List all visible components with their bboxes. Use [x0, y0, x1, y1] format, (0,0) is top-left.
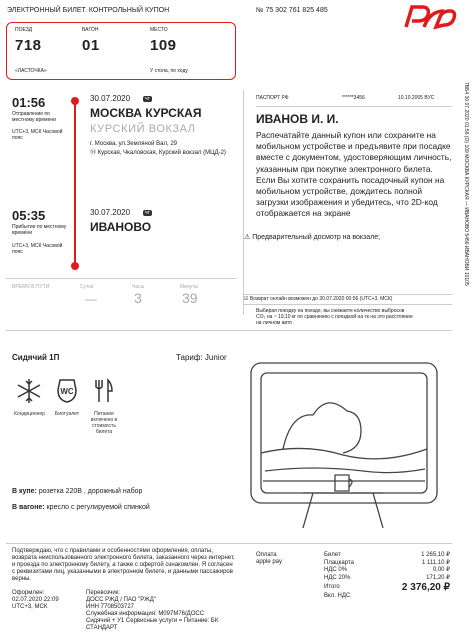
car-amenities-label: В вагоне:: [12, 504, 45, 511]
seat-note: У стола, по ходу: [150, 68, 188, 74]
eco-line-1: Выбирая поездку на поезде, вы снижаете количество выбросов: [256, 308, 405, 314]
issued-label: Оформлен:: [12, 590, 45, 596]
warning-icon: ⚠: [244, 234, 253, 241]
print-instructions: Распечатайте данный купон или сохраните на мобильном устройстве и предъявите при посадке вместе с документом, удостоверяющим личность, указанным при покупке электронного билета. Если Вы хотите сохранить посадочный купон на мобильном устройстве, дождитесь полной загрузки изображения и убедитесь, что 2D-код отображается на экране: [256, 130, 452, 219]
amenity-ac: [14, 376, 54, 417]
payment-label: Оплата: [256, 552, 277, 558]
price-value: 1 111,10 ₽: [422, 559, 450, 566]
train-value: 718: [15, 37, 42, 54]
eco-info: [256, 308, 452, 326]
price-value: 1 265,10 ₽: [421, 552, 450, 558]
divider: [6, 543, 452, 544]
refund-info: [244, 296, 392, 302]
ticket-title: ЭЛЕКТРОННЫЙ БИЛЕТ. КОНТРОЛЬНЫЙ КУПОН: [7, 7, 170, 14]
consent-text: Подтверждаю, что с правилами и особенностями оформления, оплаты, возврата неиспользованного электронного билета, заказанного через интернет, и проезда по электронному билету, а также с офертой ознакомлен. Я согласен с реквизитами лиц, указанными в электронном билете, и данными пассажиров верны.: [12, 548, 235, 582]
compartment-label: В купе:: [12, 488, 37, 495]
amenity-label: Кондиционер: [14, 411, 45, 417]
arrival-date: 30.07.2020: [90, 208, 131, 217]
refund-text: Возврат онлайн возможен до 30.07.2020 00:56 (UTC+3, МСК): [249, 296, 393, 302]
service-info-value: M097M76/ДОСС: [158, 611, 205, 617]
price-row: [324, 575, 450, 583]
train-label: ПОЕЗД: [15, 27, 33, 33]
car-amenities: [12, 504, 150, 512]
car-label: ВАГОН: [82, 27, 99, 33]
cutlery-icon: [88, 376, 118, 406]
travel-days-label: Сутки: [80, 284, 94, 290]
window-illustration: [243, 353, 445, 528]
eco-line-2: CO₂ на ~ 19,10 кг по сравнению с поездкой на тк на это расстояние: [256, 314, 413, 320]
amenity-label: Биотуалет: [54, 411, 80, 417]
car-value: 01: [82, 37, 100, 54]
car-type: Сидячий 1П: [12, 353, 60, 362]
pre-inspection-text: Предварительный досмотр на вокзале;: [252, 234, 381, 241]
seat-value: 109: [150, 37, 177, 54]
travel-hours-label: Часы: [132, 284, 145, 290]
travel-days-value: —: [85, 292, 97, 306]
car-amenities-value: кресло с регулируемой спинкой: [46, 504, 150, 511]
divider: [244, 304, 452, 305]
issued-value: 02.07.2020 22:09: [12, 597, 59, 603]
travel-minutes-value: 39: [182, 290, 198, 306]
service-info-label: Служебная информация:: [86, 611, 157, 617]
amenity-label: Питание включено в стоимость билета: [90, 411, 118, 435]
arrival-day: чт: [145, 210, 150, 216]
price-row: [324, 560, 450, 568]
side-vertical-text: 7ВБ4 30.07.2020 01:56 (О) 109 МОСКВА КУРСКАЯ — ИВАНОВО 5456 ИВАНОВИ 10105: [463, 82, 469, 286]
birth-date: 10.10.2005 ВУС: [398, 95, 435, 101]
travel-time-label: ВРЕМЯ В ПУТИ: [12, 284, 50, 290]
price-row: [324, 552, 450, 560]
seat-label: МЕСТО: [150, 27, 168, 33]
rzd-logo: [400, 3, 460, 31]
payment-method: apple pay: [256, 559, 283, 565]
arrival-timezone: UTC+3, МСК Часовой пояс: [12, 243, 63, 255]
divider: [244, 294, 452, 295]
departure-timezone: UTC+3, МСК Часовой пояс: [12, 129, 63, 141]
arrival-station: ИВАНОВО: [90, 220, 152, 234]
compartment-amenities: [12, 488, 142, 496]
price-label: Билет: [324, 552, 341, 558]
tariff: Тариф: Junior: [176, 353, 227, 362]
price-row: [324, 582, 450, 593]
price-value: 171,20 ₽: [426, 574, 450, 581]
price-label: НДС 20%: [324, 574, 351, 581]
compartment-value: розетка 220В , дорожный набор: [38, 488, 143, 495]
amenity-wc: [52, 376, 92, 417]
amenity-meal: [88, 376, 120, 435]
column-divider: [243, 90, 244, 315]
barcode: [256, 38, 450, 78]
divider: [6, 330, 452, 331]
carrier-name: ДОСС РЖД / ПАО "РЖД": [86, 597, 156, 603]
ticket-number: № 75 302 761 825 485: [256, 7, 328, 14]
departure-dot: [71, 97, 79, 105]
snowflake-icon: [14, 376, 44, 406]
wc-icon: [52, 376, 82, 406]
travel-hours-value: 3: [134, 290, 142, 306]
route-line: [74, 100, 76, 265]
trip-box: [6, 22, 236, 80]
departure-station-secondary: КУРСКИЙ ВОКЗАЛ: [90, 123, 196, 135]
price-value: 2 376,20 ₽: [401, 582, 450, 593]
carrier-label: Перевозчик:: [86, 590, 121, 596]
arrival-time: 05:35: [12, 208, 46, 223]
price-row: [324, 567, 450, 575]
pre-inspection: [244, 234, 380, 242]
price-label: Плацкарта: [324, 559, 354, 566]
departure-station: МОСКВА КУРСКАЯ: [90, 106, 202, 120]
check-icon: ☑: [244, 296, 250, 302]
carrier-inn: ИНН 7708503727: [86, 604, 135, 610]
arrival-dot: [71, 262, 79, 270]
departure-day: чт: [145, 96, 150, 102]
svg-text:WC: WC: [60, 387, 74, 396]
payment-block: [256, 552, 282, 566]
price-value: 0,00 ₽: [432, 567, 450, 573]
departure-time: 01:56: [12, 95, 46, 110]
arrival-time-note: Прибытие по местному времени: [12, 224, 67, 236]
price-row: [324, 593, 450, 601]
issued-block: [12, 590, 59, 611]
metro-icon: Ⓜ: [90, 150, 98, 156]
service-class: Сидячий + У1 Сервисные услуги = Питание: БК СТАНДАРТ: [86, 618, 219, 631]
price-label: НДС 0%: [324, 567, 348, 573]
departure-time-note: Отправление по местному времени: [12, 111, 56, 123]
departure-address: г. Москва, ул.Земляной Вал, 29: [90, 141, 177, 147]
departure-metro: [90, 150, 235, 157]
divider: [256, 106, 452, 107]
price-label: Итого: [324, 584, 340, 590]
price-label: Вкл. НДС: [324, 593, 351, 599]
eco-line-3: на личном авто: [256, 320, 292, 326]
price-table: [324, 552, 450, 601]
departure-metro-text: Курская, Чкаловская, Курский вокзал (МЦД-2): [97, 150, 226, 156]
train-name: «ЛАСТОЧКА»: [15, 68, 47, 74]
passport-label: ПАСПОРТ РФ: [256, 95, 289, 101]
passenger-name: ИВАНОВ И. И.: [256, 112, 339, 126]
carrier-block: [86, 590, 246, 632]
service-info: [86, 611, 246, 618]
passport-value: ******3456: [342, 95, 365, 101]
departure-date: 30.07.2020: [90, 94, 131, 103]
divider: [6, 278, 236, 279]
issued-timezone: UTC+3, МСК: [12, 604, 48, 610]
travel-minutes-label: Минуты: [180, 284, 199, 290]
